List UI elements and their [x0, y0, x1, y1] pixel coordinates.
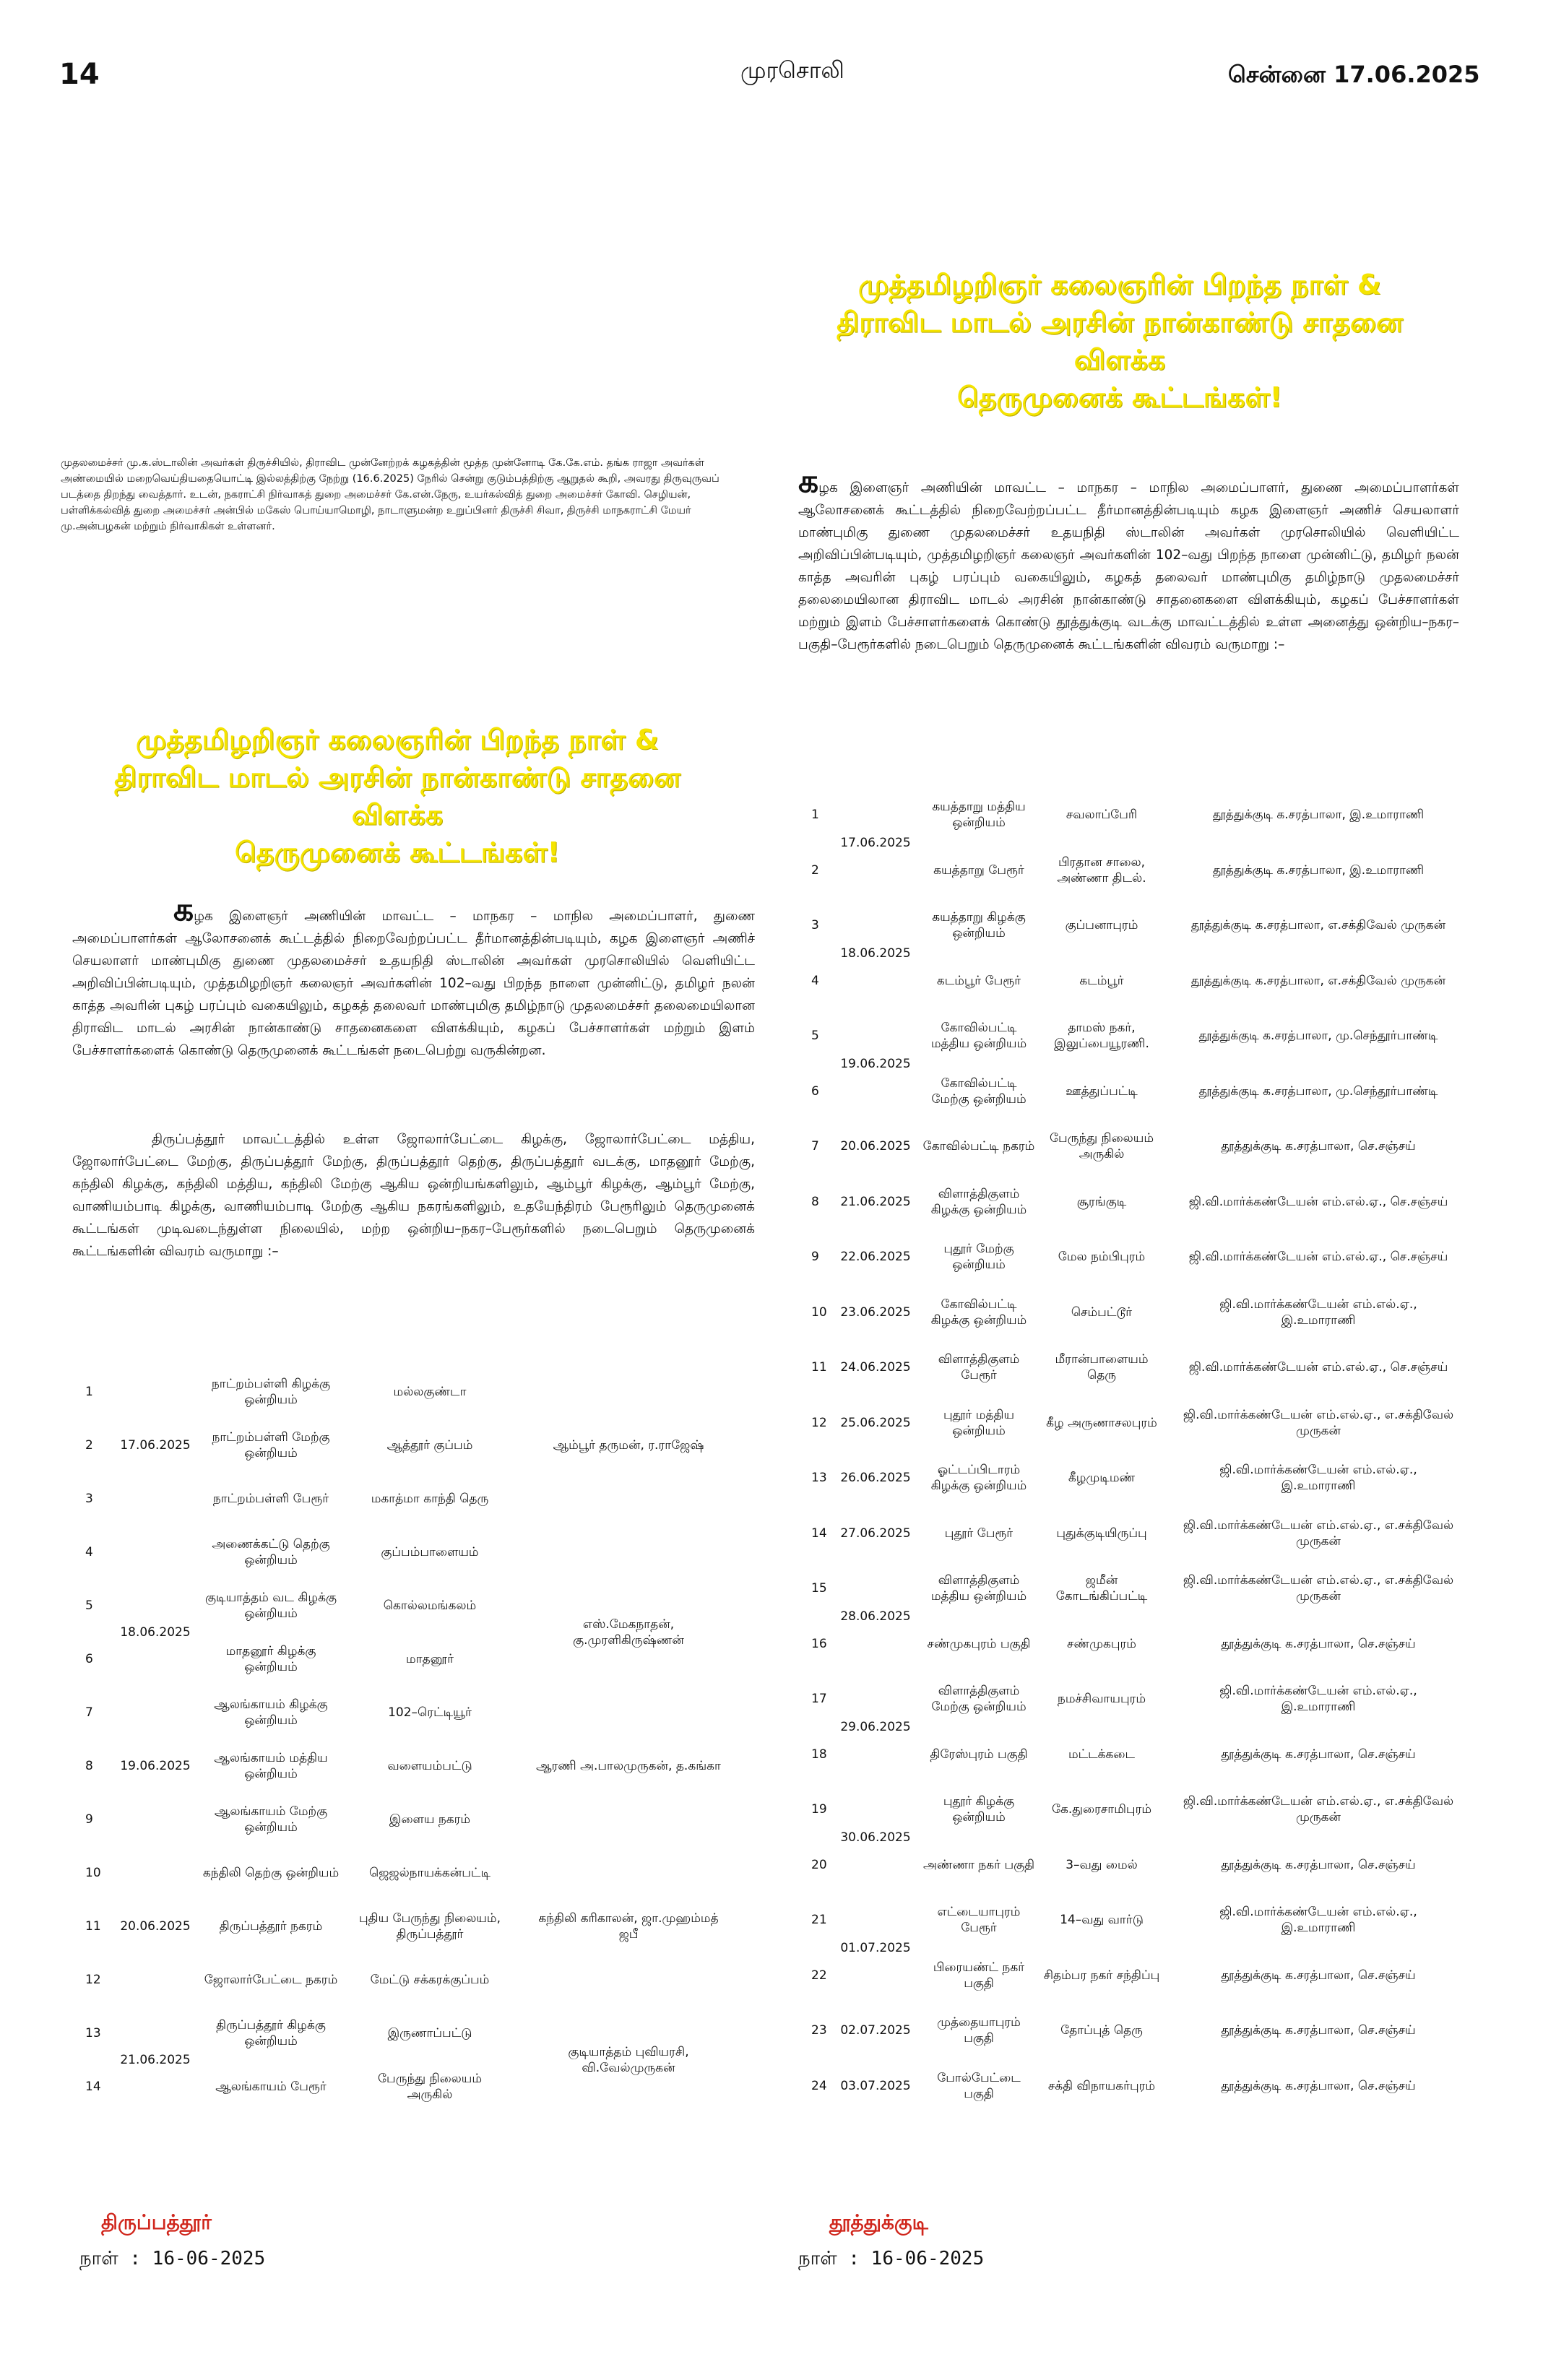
table-row-number: 13 — [811, 1471, 827, 1486]
right-section-title — [795, 266, 1445, 416]
table-row-number: 4 — [85, 1545, 93, 1559]
table-row-union: கோவில்பட்டி மத்திய ஒன்றியம் — [930, 1021, 1027, 1052]
table-row-place: சண்முகபுரம் — [1067, 1636, 1136, 1651]
table-row-number: 17 — [811, 1692, 827, 1707]
table-row-place: மேட்டு சக்கரக்குப்பம் — [370, 1973, 490, 1987]
table-date-span: 17.06.2025 — [840, 835, 911, 850]
right-footer-date: நாள் : 16-06-2025 — [798, 2248, 985, 2269]
table-row-union: சண்முகபுரம் பகுதி — [927, 1636, 1031, 1651]
table-row-place: குப்பம்பாளையம் — [381, 1545, 479, 1559]
paper-name: முரசொலி — [740, 56, 844, 84]
table-date-span: 20.06.2025 — [120, 1919, 191, 1934]
table-row-number: 11 — [811, 1360, 827, 1375]
table-row-number: 18 — [811, 1747, 827, 1762]
table-row-union: விளாத்திகுளம் மேற்கு ஒன்றியம் — [931, 1684, 1026, 1715]
table-row-number: 1 — [85, 1385, 93, 1399]
right-title-line-3: தெருமுனைக் கூட்டங்கள்! — [957, 381, 1282, 413]
left-title-line-2: திராவிட மாடல் அரசின் நான்காண்டு சாதனை விளக்க — [114, 761, 680, 831]
right-title-line-2: திராவிட மாடல் அரசின் நான்காண்டு சாதனை விளக்க — [837, 306, 1403, 376]
table-row-place: கீழமுடிமண் — [1068, 1471, 1136, 1486]
table-date-span: 17.06.2025 — [120, 1438, 191, 1453]
table-row-number: 5 — [85, 1598, 93, 1613]
table-row-number: 6 — [811, 1083, 819, 1099]
table-row-place: பேருந்து நிலையம் அருகில் — [1049, 1131, 1154, 1162]
table-row-union: எட்டையாபுரம் பேரூர் — [937, 1905, 1021, 1936]
table-date-span: 19.06.2025 — [840, 1056, 911, 1071]
table-row-place: 14–வது வார்டு — [1060, 1913, 1144, 1928]
table-row-union: விளாத்திகுளம் பேரூர் — [938, 1352, 1020, 1383]
table-row-place: பேருந்து நிலையம் அருகில் — [377, 2072, 483, 2102]
right-paragraph-text: ழக இளைஞர் அணியின் மாவட்ட – மாநகர – மாநில அமைப்பாளர், துணை அமைப்பாளர்கள் ஆலோசனைக் கூட்டத்தில் நிறைவேற்றப்பட்ட தீர்மானத்தின்படியும் கழக இளைஞர் அணிச் செயலாளர் மாண்புமிகு துணை முதலமைச்சர் உதயநிதி ஸ்டாலின் அவர்கள் முரசொலியில் வெளியிட்ட அறிவிப்பின்படியும், முத்தமிழறிஞர் கலைஞர் அவர்களின் 102–வது பிறந்த நாளை முன்னிட்டு, தமிழர் நலன் காத்த அவரின் புகழ் பரப்பும் வகையிலும், கழகத் தலைவர் மாண்புமிகு தமிழ்நாடு முதலமைச்சர் தலைமையிலான திராவிட மாடல் அரசின் நான்காண்டு சாதனைகளை விளக்கியும், கழகப் பேச்சாளர்கள் மற்றும் இளம் பேச்சாளர்களைக் கொண்டு தூத்துக்குடி வடக்கு மாவட்டத்தில் உள்ள அனைத்து ஒன்றிய–நகர–பகுதி–பேரூர்களில் நடைபெறும் தெருமுனைக் கூட்டங்களின் விவரம் வருமாறு :– — [798, 480, 1459, 652]
table-row-speakers: தூத்துக்குடி க.சரத்பாலா, செ.சஞ்சய் — [1221, 1747, 1416, 1762]
table-row-place: புதிய பேருந்து நிலையம், திருப்பத்தூர் — [358, 1911, 501, 1942]
table-row-number: 15 — [811, 1581, 827, 1596]
table-row-speakers: தூத்துக்குடி க.சரத்பாலா, செ.சஞ்சய் — [1221, 1139, 1416, 1154]
table-row-number: 23 — [811, 2023, 827, 2038]
table-row-speakers: தூத்துக்குடி க.சரத்பாலா, இ.உமாராணி — [1212, 862, 1425, 878]
table-row-speakers: ஜி.வி.மார்க்கண்டேயன் எம்.எல்.ஏ., எ.சக்திவேல் முருகன் — [1183, 1794, 1454, 1825]
table-row-speakers: ஜி.வி.மார்க்கண்டேயன் எம்.எல்.ஏ., செ.சஞ்சய் — [1188, 1194, 1448, 1209]
table-row-place: மீரான்பாளையம் தெரு — [1055, 1352, 1149, 1383]
table-row-union: கடம்பூர் பேரூர் — [936, 973, 1021, 988]
table-row-union: விளாத்திகுளம் கிழக்கு ஒன்றியம் — [930, 1186, 1027, 1217]
table-row-union: போல்பேட்டை பகுதி — [937, 2070, 1021, 2101]
table-row-speakers: தூத்துக்குடி க.சரத்பாலா, செ.சஞ்சய் — [1221, 2023, 1416, 2038]
table-date-span: 29.06.2025 — [840, 1719, 911, 1734]
table-row-number: 9 — [811, 1250, 819, 1265]
table-row-date: 02.07.2025 — [840, 2023, 911, 2038]
table-row-date: 03.07.2025 — [840, 2078, 911, 2093]
table-row-union: நாட்றம்பள்ளி பேரூர் — [212, 1492, 329, 1506]
table-row-place: ஜமீன் கோடங்கிப்பட்டி — [1055, 1573, 1148, 1604]
table-row-union: கயத்தாறு கிழக்கு ஒன்றியம் — [932, 910, 1026, 941]
table-row-union: திருப்பத்தூர் நகரம் — [219, 1919, 323, 1934]
table-row-number: 10 — [811, 1304, 827, 1320]
table-speakers-span: ஆம்பூர் தருமன், ர.ராஜேஷ் — [553, 1438, 704, 1453]
table-row-speakers: ஜி.வி.மார்க்கண்டேயன் எம்.எல்.ஏ., எ.சக்திவேல் முருகன் — [1183, 1573, 1454, 1604]
table-row-union: கோவில்பட்டி மேற்கு ஒன்றியம் — [931, 1076, 1026, 1107]
table-row-place: கடம்பூர் — [1079, 973, 1124, 988]
table-row-union: திரேஸ்புரம் பகுதி — [930, 1747, 1028, 1762]
table-row-speakers: ஜி.வி.மார்க்கண்டேயன் எம்.எல்.ஏ., செ.சஞ்சய் — [1188, 1250, 1448, 1265]
table-row-speakers: தூத்துக்குடி க.சரத்பாலா, செ.சஞ்சய் — [1221, 1857, 1416, 1872]
table-row-number: 20 — [811, 1857, 827, 1872]
table-row-speakers: ஜி.வி.மார்க்கண்டேயன் எம்.எல்.ஏ., இ.உமாராணி — [1219, 1905, 1417, 1936]
left-paragraph-1-text: ழக இளைஞர் அணியின் மாவட்ட – மாநகர – மாநில அமைப்பாளர், துணை அமைப்பாளர்கள் ஆலோசனைக் கூட்டத்தில் நிறைவேற்றப்பட்ட தீர்மானத்தின்படியும், கழக இளைஞர் அணிச் செயலாளர் மாண்புமிகு துணை முதலமைச்சர் உதயநிதி ஸ்டாலின் அவர்கள் முரசொலியில் வெளியிட்ட அறிவிப்பின்படியும், முத்தமிழறிஞர் கலைஞர் அவர்களின் 102–வது பிறந்த நாளை முன்னிட்டு, தமிழர் நலன் காத்த அவரின் புகழ் பரப்பும் வகையிலும், கழகத் தலைவர் மாண்புமிகு தமிழ்நாடு முதலமைச்சர் தலைமையிலான திராவிட மாடல் அரசின் நான்காண்டு சாதனைகளை விளக்கியும், கழகப் பேச்சாளர்கள் மற்றும் இளம் பேச்சாளர்களைக் கொண்டு தெருமுனைக் கூட்டங்கள் நடைபெற்று வருகின்றன. — [72, 909, 755, 1058]
table-date-span: 30.06.2025 — [840, 1830, 911, 1845]
table-row-speakers: தூத்துக்குடி க.சரத்பாலா, எ.சக்திவேல் முருகன் — [1190, 918, 1446, 933]
table-row-place: இளைய நகரம் — [389, 1812, 471, 1827]
table-row-number: 5 — [811, 1029, 819, 1044]
table-date-span: 28.06.2025 — [840, 1609, 911, 1624]
table-row-number: 10 — [85, 1866, 101, 1880]
left-second-paragraph: திருப்பத்தூர் மாவட்டத்தில் உள்ள ஜோலார்பேட்டை கிழக்கு, ஜோலார்பேட்டை மத்திய, ஜோலார்பேட்டை மேற்கு, திருப்பத்தூர் மேற்கு, திருப்பத்தூர் தெற்கு, திருப்பத்தூர் வடக்கு, மாதனூர் மேற்கு, கந்திலி கிழக்கு, கந்திலி மத்திய, கந்திலி மேற்கு ஆகிய ஒன்றியங்களிலும், ஆம்பூர் கிழக்கு, ஆம்பூர் மேற்கு, வாணியம்பாடி கிழக்கு, வாணியம்பாடி மேற்கு ஆகிய நகரங்களிலும், உதயேந்திரம் பேரூரிலும் தெருமுனைக் கூட்டங்கள் முடிவடைந்துள்ள நிலையில், மற்ற ஒன்றிய–நகர–பேரூர்களில் நடைபெறும் தெருமுனைக் கூட்டங்களின் விவரம் வருமாறு :– — [72, 1132, 755, 1259]
table-row-number: 14 — [811, 1526, 827, 1541]
table-row-union: கோவில்பட்டி கிழக்கு ஒன்றியம் — [930, 1297, 1027, 1328]
table-row-place: 102–ரெட்டியூர் — [388, 1705, 472, 1720]
table-row-number: 21 — [811, 1913, 827, 1928]
table-row-place: தோப்புத் தெரு — [1060, 2023, 1143, 2038]
table-row-date: 27.06.2025 — [840, 1526, 911, 1541]
table-row-number: 19 — [811, 1802, 827, 1817]
table-row-speakers: தூத்துக்குடி க.சரத்பாலா, செ.சஞ்சய் — [1221, 1968, 1416, 1983]
table-row-speakers: ஜி.வி.மார்க்கண்டேயன் எம்.எல்.ஏ., செ.சஞ்சய் — [1188, 1360, 1448, 1375]
page-number: 14 — [59, 58, 100, 91]
table-date-span: 01.07.2025 — [840, 1940, 911, 1955]
left-title-line-3: தெருமுனைக் கூட்டங்கள்! — [235, 836, 560, 868]
table-row-number: 2 — [85, 1438, 93, 1453]
table-row-number: 3 — [811, 918, 819, 933]
table-row-date: 26.06.2025 — [840, 1471, 911, 1486]
table-row-number: 7 — [811, 1139, 819, 1154]
table-row-date: 20.06.2025 — [840, 1139, 911, 1154]
table-date-span: 18.06.2025 — [840, 945, 911, 961]
table-row-union: நாட்றம்பள்ளி கிழக்கு ஒன்றியம் — [211, 1377, 331, 1407]
table-row-speakers: தூத்துக்குடி க.சரத்பாலா, இ.உமாராணி — [1212, 808, 1425, 823]
table-row-union: புதூர் பேரூர் — [944, 1526, 1013, 1541]
table-row-place: புதுக்குடியிருப்பு — [1056, 1526, 1147, 1541]
table-row-union: ஆலங்காயம் மேற்கு ஒன்றியம் — [214, 1804, 328, 1835]
table-row-number: 13 — [85, 2026, 101, 2041]
table-row-number: 22 — [811, 1968, 827, 1983]
table-row-place: சூரங்குடி — [1076, 1194, 1127, 1209]
left-title-line-1: முத்தமிழறிஞர் கலைஞரின் பிறந்த நாள் & — [135, 724, 660, 756]
table-row-union: அணைக்கட்டு தெற்கு ஒன்றியம் — [212, 1537, 330, 1567]
table-row-place: தாமஸ் நகர், இலுப்பையூரணி. — [1054, 1021, 1149, 1052]
table-row-union: மாதனூர் கிழக்கு ஒன்றியம் — [225, 1644, 316, 1674]
table-row-speakers: தூத்துக்குடி க.சரத்பாலா, எ.சக்திவேல் முருகன் — [1190, 973, 1446, 988]
left-intro-paragraph — [72, 891, 755, 1062]
table-row-number: 7 — [85, 1705, 93, 1720]
table-row-number: 14 — [85, 2080, 101, 2094]
table-row-number: 2 — [811, 862, 819, 878]
table-speakers-span: கந்திலி கரிகாலன், ஜா.முஹம்மத் ஜபீ — [538, 1911, 719, 1942]
table-row-place: ஆத்தூர் குப்பம் — [386, 1438, 473, 1453]
tirupathur-schedule-table — [72, 1365, 755, 2116]
table-row-union: புதூர் கிழக்கு ஒன்றியம் — [943, 1794, 1015, 1825]
table-row-union: கயத்தாறு பேரூர் — [933, 862, 1024, 878]
table-row-speakers: ஜி.வி.மார்க்கண்டேயன் எம்.எல்.ஏ., எ.சக்திவேல் முருகன் — [1183, 1407, 1454, 1438]
table-row-number: 9 — [85, 1812, 93, 1827]
table-row-speakers: ஜி.வி.மார்க்கண்டேயன் எம்.எல்.ஏ., இ.உமாராணி — [1219, 1297, 1417, 1328]
table-row-union: ஜோலார்பேட்டை நகரம் — [204, 1973, 338, 1987]
table-row-union: ஆலங்காயம் பேரூர் — [215, 2080, 327, 2094]
table-row-union: கந்திலி தெற்கு ஒன்றியம் — [202, 1866, 340, 1880]
table-row-number: 24 — [811, 2078, 827, 2093]
table-row-place: நமச்சிவாயபுரம் — [1057, 1692, 1146, 1707]
right-dropcap: க — [798, 463, 819, 500]
table-row-place: மட்டக்கடை — [1068, 1747, 1136, 1762]
photo-caption: முதலமைச்சர் மு.க.ஸ்டாலின் அவர்கள் திருச்சியில், திராவிட முன்னேற்றக் கழகத்தின் மூத்த முன்னோடி கே.கே.எம். தங்க ராஜா அவர்கள் அண்மையில் மறைவெய்தியதையொட்டி இல்லத்திற்கு நேற்று (16.6.2025) நேரில் சென்று குடும்பத்திற்கு ஆறுதல் கூறி, அவரது திருவுருவப் படத்தை திறந்து வைத்தார். உடன், நகராட்சி நிர்வாகத் துறை அமைச்சர் கே.என்.நேரு, உயர்கல்வித் துறை அமைச்சர் கோவி. செழியன், பள்ளிக்கல்வித் துறை அமைச்சர் அன்பில் மகேஸ் பொய்யாமொழி, நாடாளுமன்ற உறுப்பினர் திருச்சி சிவா, திருச்சி மாநகராட்சி மேயர் மு.அன்பழகன் மற்றும் நிர்வாகிகள் உள்ளனர். — [61, 457, 719, 532]
table-row-speakers: தூத்துக்குடி க.சரத்பாலா, மு.செந்தூர்பாண்டி — [1198, 1083, 1438, 1099]
table-row-number: 3 — [85, 1492, 93, 1506]
table-row-union: பிரையண்ட் நகர் பகுதி — [933, 1960, 1025, 1991]
table-row-place: இருணாப்பட்டு — [387, 2026, 472, 2041]
table-row-union: புதூர் மத்திய ஒன்றியம் — [943, 1407, 1015, 1438]
table-row-place: சக்தி விநாயகர்புரம் — [1047, 2078, 1156, 2093]
table-row-number: 8 — [85, 1759, 93, 1773]
table-row-union: கோவில்பட்டி நகரம் — [922, 1139, 1035, 1154]
thoothukudi-schedule-table — [798, 787, 1459, 2116]
right-footer-district: தூத்துக்குடி — [829, 2210, 928, 2234]
table-row-place: மகாத்மா காந்தி தெரு — [371, 1492, 489, 1506]
table-speakers-span: எஸ்.மேகநாதன், கு.முரளிகிருஷ்ணன் — [573, 1617, 684, 1648]
left-dropcap: க — [173, 891, 194, 928]
table-row-union: ஆலங்காயம் மத்திய ஒன்றியம் — [214, 1751, 328, 1781]
table-row-number: 8 — [811, 1194, 819, 1209]
table-row-speakers: தூத்துக்குடி க.சரத்பாலா, செ.சஞ்சய் — [1221, 2078, 1416, 2093]
table-row-speakers: தூத்துக்குடி க.சரத்பாலா, மு.செந்தூர்பாண்டி — [1198, 1029, 1438, 1044]
table-row-place: கீழ அருணாசலபுரம் — [1046, 1415, 1157, 1430]
table-row-place: மாதனூர் — [406, 1652, 454, 1666]
table-row-union: குடியாத்தம் வட கிழக்கு ஒன்றியம் — [205, 1591, 337, 1621]
table-row-number: 12 — [85, 1973, 101, 1987]
table-speakers-span: குடியாத்தம் புவியரசி, வி.வேல்முருகன் — [568, 2045, 689, 2075]
table-row-speakers: தூத்துக்குடி க.சரத்பாலா, செ.சஞ்சய் — [1221, 1636, 1416, 1651]
table-row-place: கே.துரைசாமிபுரம் — [1051, 1802, 1152, 1817]
right-intro-paragraph — [798, 463, 1459, 656]
table-row-union: முத்தையாபுரம் பகுதி — [937, 2015, 1021, 2046]
table-row-union: கயத்தாறு மத்திய ஒன்றியம் — [932, 800, 1026, 831]
table-row-place: பிரதான சாலை, அண்ணா திடல். — [1057, 854, 1146, 886]
table-date-span: 19.06.2025 — [120, 1759, 191, 1773]
table-row-place: ஜெஜல்நாயக்கன்பட்டி — [368, 1866, 490, 1880]
table-row-place: கொல்லமங்கலம் — [383, 1598, 477, 1613]
table-row-speakers: ஜி.வி.மார்க்கண்டேயன் எம்.எல்.ஏ., எ.சக்திவேல் முருகன் — [1183, 1518, 1454, 1549]
table-row-place: வளையம்பட்டு — [387, 1759, 472, 1773]
left-section-title — [79, 721, 715, 871]
table-row-date: 25.06.2025 — [840, 1415, 911, 1430]
table-row-union: திருப்பத்தூர் கிழக்கு ஒன்றியம் — [216, 2018, 326, 2048]
left-footer-district: திருப்பத்தூர் — [101, 2210, 212, 2234]
table-row-place: சவலாப்பேரி — [1066, 808, 1138, 823]
table-row-date: 22.06.2025 — [840, 1250, 911, 1265]
table-row-number: 11 — [85, 1919, 101, 1934]
table-row-speakers: ஜி.வி.மார்க்கண்டேயன் எம்.எல்.ஏ., இ.உமாராணி — [1219, 1684, 1417, 1715]
table-row-place: மல்லகுண்டா — [393, 1385, 467, 1399]
table-row-place: சிதம்பர நகர் சந்திப்பு — [1043, 1968, 1160, 1983]
table-row-place: ஊத்துப்பட்டி — [1066, 1083, 1138, 1099]
table-row-place: 3–வது மைல் — [1066, 1857, 1138, 1872]
table-row-union: ஆலங்காயம் கிழக்கு ஒன்றியம் — [214, 1697, 328, 1728]
table-row-date: 23.06.2025 — [840, 1304, 911, 1320]
table-row-number: 16 — [811, 1636, 827, 1651]
table-row-place: செம்பட்டூர் — [1071, 1304, 1133, 1320]
table-row-number: 6 — [85, 1652, 93, 1666]
table-date-span: 21.06.2025 — [120, 2053, 191, 2067]
table-row-number: 4 — [811, 973, 819, 988]
table-row-number: 1 — [811, 808, 819, 823]
table-row-union: ஓட்டப்பிடாரம் கிழக்கு ஒன்றியம் — [930, 1463, 1027, 1494]
table-row-place: குப்பனாபுரம் — [1065, 918, 1138, 933]
table-row-number: 12 — [811, 1415, 827, 1430]
table-row-union: நாட்றம்பள்ளி மேற்கு ஒன்றியம் — [212, 1430, 330, 1461]
table-row-date: 24.06.2025 — [840, 1360, 911, 1375]
city-date: சென்னை 17.06.2025 — [1228, 61, 1480, 88]
left-footer-date: நாள் : 16-06-2025 — [79, 2248, 266, 2269]
table-row-date: 21.06.2025 — [840, 1194, 911, 1209]
table-speakers-span: ஆரணி அ.பாலமுருகன், த.கங்கா — [536, 1759, 721, 1773]
table-row-union: புதூர் மேற்கு ஒன்றியம் — [943, 1242, 1014, 1273]
table-row-union: விளாத்திகுளம் மத்திய ஒன்றியம் — [930, 1573, 1027, 1604]
right-title-line-1: முத்தமிழறிஞர் கலைஞரின் பிறந்த நாள் & — [857, 269, 1382, 300]
table-date-span: 18.06.2025 — [120, 1625, 191, 1640]
table-row-union: அண்ணா நகர் பகுதி — [922, 1857, 1035, 1872]
table-row-speakers: ஜி.வி.மார்க்கண்டேயன் எம்.எல்.ஏ., இ.உமாராணி — [1219, 1463, 1417, 1494]
table-row-place: மேல நம்பிபுரம் — [1058, 1250, 1146, 1265]
